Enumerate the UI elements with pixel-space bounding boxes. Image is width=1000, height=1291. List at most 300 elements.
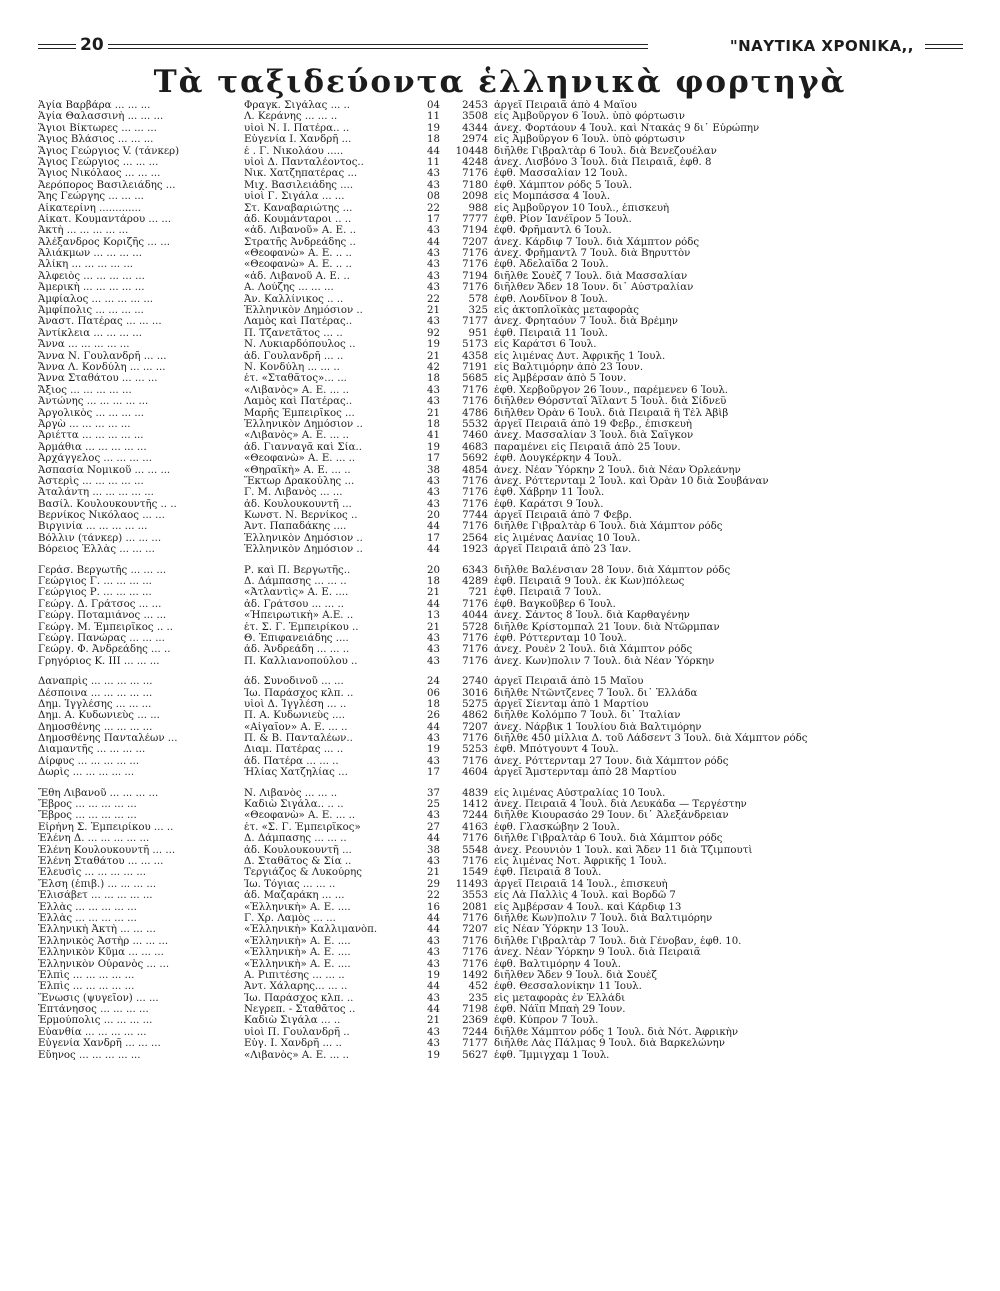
- table-row: [38, 282, 958, 293]
- ship-name: Βασίλ. Κουλουκουντῆς .. ..: [38, 498, 177, 510]
- owner: Νεγρεπ. - Σταθᾶτος ..: [244, 1004, 356, 1016]
- status: ἐφθ. Χάβρην 11 Ἰουλ.: [494, 487, 605, 499]
- ship-name: Ἀργὼ ... ... ... ... ...: [38, 418, 131, 430]
- tonnage: 2740: [462, 676, 488, 688]
- status: ἐφθ. Γλασκώβην 2 Ἰουλ.: [494, 821, 620, 833]
- ship-name: Ἀκτὴ ... ... ... ... ...: [38, 225, 129, 237]
- status: ἐφθ. Πειραιᾶ 9 Ἰουλ. ἐκ Κων)πόλεως: [494, 576, 685, 588]
- owner: Στ. Καναβαριώτης ...: [244, 202, 353, 214]
- table-row: [38, 959, 958, 970]
- status: ἀνεχ. Νέαν Ὑόρκην 2 Ἰουλ. διὰ Νέαν Ὀρλεάνην: [494, 464, 741, 476]
- ship-name: Γεώργ. Δ. Γράτσος ... ...: [38, 598, 162, 610]
- table-row: [38, 180, 958, 191]
- status: ἀνεχ. Ρόττερνταμ 2 Ἰουλ. καὶ Ὀρὰν 10 διὰ Σουβάναν: [494, 475, 769, 487]
- tonnage: 4248: [462, 156, 488, 168]
- status: διῆλθε Γιβραλτὰρ 7 Ἰουλ. διὰ Γένοβαν, ἐφθ. 10.: [494, 935, 742, 947]
- owner: ἀδ. Κουμάνταροι .. ..: [244, 213, 352, 225]
- ship-name: Γεώργιος Γ. ... ... ... ...: [38, 576, 152, 588]
- ship-name: Ἀσπασία Νομικοῦ ... ... ...: [38, 464, 171, 476]
- status: ἐφθ. Ρίον Ἰανέϊρον 5 Ἰουλ.: [494, 213, 632, 225]
- tonnage: 2564: [462, 532, 488, 544]
- tonnage: 3508: [462, 111, 488, 123]
- owner: Τεργιάζος & Λυκούρης: [244, 867, 362, 879]
- year: 44: [427, 598, 440, 610]
- ship-name: Ἑλληνικὸν Οὐρανὸς ... ...: [38, 958, 170, 970]
- year: 21: [427, 1015, 440, 1027]
- owner: «ἀδ. Λιβανοῦ Α. Ε. ..: [244, 270, 350, 282]
- table-row: [38, 676, 958, 687]
- tonnage: 1549: [462, 867, 488, 879]
- tonnage: 4289: [462, 576, 488, 588]
- status: ἀνεχ. Κων)πολιν 7 Ἰουλ. διὰ Νέαν Ὑόρκην: [494, 655, 715, 667]
- table-row: [38, 123, 958, 134]
- ship-name: Βόρειος Ἑλλὰς ... ... ...: [38, 544, 155, 556]
- owner: ἀδ. Κουλουκουντῆ ...: [244, 844, 352, 856]
- tonnage: 7177: [462, 1038, 488, 1050]
- ship-name: Ἀλέξανδρος Κοριζῆς ... ...: [38, 236, 170, 248]
- status: ἀργεῖ Πειραιᾶ ἀπὸ 4 Μαΐου: [494, 100, 637, 111]
- tonnage: 10448: [455, 145, 488, 157]
- table-row: [38, 767, 958, 778]
- tonnage: 4163: [462, 821, 488, 833]
- status: παραμένει εἰς Πειραιᾶ ἀπὸ 25 Ἰουν.: [494, 441, 681, 453]
- table-row: [38, 487, 958, 498]
- owner: «Ἠπειρωτικὴ» Α.Ε. ..: [244, 610, 354, 622]
- table-row: [38, 465, 958, 476]
- tonnage: 2369: [462, 1015, 488, 1027]
- owner: Δ. Δάμπασης ... ... ..: [244, 833, 347, 845]
- ship-name: Γεώργιος Ρ. ... ... ... ...: [38, 587, 152, 599]
- owner: ἐτ. Σ. Γ. Ἐμπειρίκου ..: [244, 621, 359, 633]
- tonnage: 7177: [462, 316, 488, 328]
- ship-name: Αἰκατερίνη .............: [38, 202, 142, 214]
- status: ἐφθ. Κύπρον 7 Ἰουλ.: [494, 1015, 599, 1027]
- tonnage: 4683: [462, 441, 488, 453]
- status: ἀνεχ. Μασσαλίαν 3 Ἰουλ. διὰ Σαΐγκον: [494, 430, 694, 442]
- table-row: [38, 710, 958, 721]
- year: 19: [427, 1049, 440, 1061]
- tonnage: 7176: [462, 644, 488, 656]
- ship-name: Βιργινία ... ... ... ... ...: [38, 521, 148, 533]
- year: 29: [427, 878, 440, 890]
- tonnage: 4854: [462, 464, 488, 476]
- owner: Ρ. καὶ Π. Βεργωτῆς..: [244, 564, 351, 576]
- tonnage: 7194: [462, 225, 488, 237]
- year: 43: [427, 179, 440, 191]
- status: ἀνεχ. Ρόττερνταμ 27 Ἰουν. διὰ Χάμπτον ρόδς: [494, 755, 729, 767]
- year: 11: [427, 111, 440, 123]
- year: 38: [427, 844, 440, 856]
- year: 24: [427, 676, 440, 688]
- status: διῆλθεν Ὀρὰν 6 Ἰουλ. διὰ Πειραιᾶ ἢ Τὲλ Ἀβὶβ: [494, 407, 729, 419]
- tonnage: 2098: [462, 191, 488, 203]
- owner: Δ. Σταθᾶτος & Σία ..: [244, 856, 352, 867]
- year: 19: [427, 441, 440, 453]
- table-row: [38, 1004, 958, 1015]
- owner: υἱοὶ Δ. Ἰγγλέση ... ..: [244, 698, 347, 710]
- table-row: [38, 533, 958, 544]
- tonnage: 5685: [462, 373, 488, 385]
- table-row: [38, 936, 958, 947]
- tonnage: 2974: [462, 134, 488, 146]
- tonnage: 721: [468, 587, 488, 599]
- owner: Ἠλίας Χατζηλίας ...: [244, 767, 348, 779]
- status: διῆλθε Κρίστομπαλ 21 Ἰουν. διὰ Ντῶρμπαν: [494, 621, 720, 633]
- ship-name: Βερνίκος Νικόλαος ... ...: [38, 510, 165, 522]
- tonnage: 7198: [462, 1004, 488, 1016]
- owner: Λαμὸς καὶ Πατέρας..: [244, 316, 353, 328]
- tonnage: 7176: [462, 733, 488, 745]
- tonnage: 5253: [462, 744, 488, 756]
- table-row: [38, 1015, 958, 1026]
- year: 43: [427, 259, 440, 271]
- year: 43: [427, 498, 440, 510]
- owner: Καδιὼ Σιγάλα.. .. ..: [244, 799, 344, 811]
- status: ἐφθ. Καράτσι 9 Ἰουλ.: [494, 498, 604, 510]
- table-row: [38, 100, 958, 111]
- status: ἀνεχ. Λισβόνο 3 Ἰουλ. διὰ Πειραιᾶ, ἐφθ. 8: [494, 156, 712, 168]
- status: εἰς λιμένας Δυτ. Ἀφρικῆς 1 Ἰουλ.: [494, 350, 666, 362]
- status: ἐφθ. Φρῆμαντλ 6 Ἰουλ.: [494, 225, 612, 237]
- ship-name: Ἀμφίπολις ... ... ... ...: [38, 305, 144, 317]
- table-row: [38, 699, 958, 710]
- year: 43: [427, 733, 440, 745]
- tonnage: 1923: [462, 544, 488, 556]
- year: 43: [427, 935, 440, 947]
- table-row: [38, 599, 958, 610]
- table-row: [38, 565, 958, 576]
- status: ἐφθ. Πειραιᾶ 7 Ἰουλ.: [494, 587, 602, 599]
- table-row: [38, 1050, 958, 1061]
- table-row: [38, 688, 958, 699]
- ship-name: Ἄννα ... ... ... ... ...: [38, 339, 130, 351]
- table-row: [38, 856, 958, 867]
- ship-name: Ἀμερικὴ ... ... ... ... ...: [38, 282, 145, 294]
- table-row: [38, 351, 958, 362]
- year: 43: [427, 270, 440, 282]
- owner: Λαμὸς καὶ Πατέρας..: [244, 396, 353, 408]
- table-row: [38, 305, 958, 316]
- status: διῆλθε Κολόμπο 7 Ἰουλ. δι᾽ Ἰταλίαν: [494, 710, 681, 722]
- table-row: [38, 237, 958, 248]
- year: 43: [427, 655, 440, 667]
- table-row: [38, 168, 958, 179]
- tonnage: 7207: [462, 924, 488, 936]
- year: 22: [427, 293, 440, 305]
- status: διῆλθεν Θόρσνταϊ Ἄϊλαντ 5 Ἰουλ. διὰ Σίδνεϋ: [494, 396, 727, 408]
- tonnage: 7176: [462, 632, 488, 644]
- year: 19: [427, 339, 440, 351]
- status: ἀνεχ. Κάρδιφ 7 Ἰουλ. διὰ Χάμπτον ρόδς: [494, 236, 700, 248]
- ship-name: Ἑλληνικὸς Ἀστὴρ ... ... ...: [38, 935, 169, 947]
- tonnage: 7176: [462, 521, 488, 533]
- status: ἀνεχ. Νάρβικ 1 Ἰουλίου διὰ Βαλτιμόρην: [494, 721, 702, 733]
- ship-name: Δωρὶς ... ... ... ... ...: [38, 767, 135, 779]
- status: ἐφθ. Δουγκέρκην 4 Ἰουλ.: [494, 453, 622, 465]
- tonnage: 4604: [462, 767, 488, 779]
- tonnage: 4862: [462, 710, 488, 722]
- owner: Διαμ. Πατέρας ... ..: [244, 744, 344, 756]
- owner: ἀδ. Κουλουκουντῆ ...: [244, 498, 352, 510]
- ship-name: Εὔηνος ... ... ... ... ...: [38, 1049, 141, 1061]
- year: 44: [427, 833, 440, 845]
- tonnage: 5275: [462, 698, 488, 710]
- owner: Ἑλληνικὸν Δημόσιον ..: [244, 544, 363, 556]
- year: 25: [427, 799, 440, 811]
- status: ἐφθ. Ἴμμιγχαμ 1 Ἰουλ.: [494, 1049, 610, 1061]
- table-row: [38, 271, 958, 282]
- table-row: [38, 924, 958, 935]
- year: 18: [427, 373, 440, 385]
- tonnage: 4344: [462, 122, 488, 134]
- ship-name: Ἀμφίαλος ... ... ... ... ...: [38, 293, 154, 305]
- year: 41: [427, 430, 440, 442]
- table-row: [38, 339, 958, 350]
- year: 43: [427, 632, 440, 644]
- tonnage: 5548: [462, 844, 488, 856]
- year: 43: [427, 168, 440, 180]
- status: ἐφθ. Πειραιᾶ 8 Ἰουλ.: [494, 867, 602, 879]
- ship-name: Ἕνωσις (ψυγεῖον) ... ...: [38, 992, 159, 1004]
- year: 21: [427, 621, 440, 633]
- tonnage: 7176: [462, 947, 488, 959]
- year: 44: [427, 236, 440, 248]
- tonnage: 7176: [462, 935, 488, 947]
- ship-name: Δίρφυς ... ... ... ... ...: [38, 755, 140, 767]
- status: εἰς Ἀμβέρσαν ἀπὸ 5 Ἰουν.: [494, 373, 627, 385]
- ship-name: Ἑλληνικὸν Κῦμα ... ... ...: [38, 947, 164, 959]
- owner: ἀδ. Συνοδινοῦ ... ...: [244, 676, 344, 688]
- year: 27: [427, 821, 440, 833]
- year: 21: [427, 867, 440, 879]
- status: εἰς λιμένας Νοτ. Ἀφρικῆς 1 Ἰουλ.: [494, 856, 667, 867]
- ship-name: Γεώργ. Μ. Ἐμπειρῖκος .. ..: [38, 621, 174, 633]
- ship-name: Ἀερόπορος Βασιλειάδης ...: [38, 179, 176, 191]
- ship-name: Ἄης Γεώργης ... ... ...: [38, 191, 144, 203]
- status: εἰς μεταφορὰς ἐν Ἑλλάδι: [494, 992, 626, 1004]
- ship-name: Ἀρμάθια ... ... ... ... ...: [38, 441, 147, 453]
- owner: «Θεοφανὼ» Α. Ε. .. ..: [244, 248, 352, 260]
- status: διῆλθε Βαλένσιαν 28 Ἰουν. διὰ Χάμπτον ρόδς: [494, 564, 731, 576]
- table-row: [38, 203, 958, 214]
- year: 19: [427, 122, 440, 134]
- status: εἰς Βαλτιμόρην ἀπὸ 23 Ἰουν.: [494, 361, 644, 373]
- table-row: [38, 396, 958, 407]
- table-row: [38, 822, 958, 833]
- tonnage: 951: [468, 327, 488, 339]
- ship-name: Ἑλλὰς ... ... ... ... ...: [38, 901, 137, 913]
- table-row: [38, 453, 958, 464]
- ships-table: [38, 100, 958, 1061]
- year: 43: [427, 248, 440, 260]
- ship-name: Δημοσθένης ... ... ... ...: [38, 721, 153, 733]
- table-row: [38, 385, 958, 396]
- status: ἀνεχ. Σάντος 8 Ἰουλ. διὰ Καρθαγένην: [494, 610, 690, 622]
- tonnage: 235: [468, 992, 488, 1004]
- tonnage: 7244: [462, 810, 488, 822]
- year: 43: [427, 856, 440, 867]
- table-row: [38, 744, 958, 755]
- table-row: [38, 225, 958, 236]
- tonnage: 7777: [462, 213, 488, 225]
- ship-name: Διαμαντῆς ... ... ... ...: [38, 744, 146, 756]
- ship-name: Γεώργ. Φ. Ἀνδρεάδης ... ..: [38, 644, 171, 656]
- table-row: [38, 902, 958, 913]
- owner: Π. Α. Κυδωνιεὺς ....: [244, 710, 345, 722]
- page-number: 20: [76, 34, 108, 56]
- year: 43: [427, 487, 440, 499]
- year: 19: [427, 969, 440, 981]
- table-row: [38, 622, 958, 633]
- ship-name: Ἀναστ. Πατέρας ... ... ...: [38, 316, 162, 328]
- owner: «Ἑλληνικὴ» Καλλιμανὸπ.: [244, 924, 378, 936]
- year: 43: [427, 947, 440, 959]
- tonnage: 4786: [462, 407, 488, 419]
- ship-name: Ἐλπὶς ... ... ... ... ...: [38, 969, 135, 981]
- ship-name: Γρηγόριος Κ. III ... ... ...: [38, 655, 160, 667]
- owner: Κωνστ. Ν. Βερνίκος ..: [244, 510, 358, 522]
- year: 17: [427, 767, 440, 779]
- table-row: [38, 970, 958, 981]
- status: ἐφθ. Θεσσαλονίκην 11 Ἰουλ.: [494, 981, 642, 993]
- table-row: [38, 576, 958, 587]
- owner: Ἑλληνικὸν Δημόσιον ..: [244, 418, 363, 430]
- tonnage: 7176: [462, 168, 488, 180]
- tonnage: 7207: [462, 236, 488, 248]
- table-row: [38, 656, 958, 667]
- tonnage: 7176: [462, 655, 488, 667]
- year: 42: [427, 361, 440, 373]
- year: 18: [427, 134, 440, 146]
- owner: «ἀδ. Λιβανοῦ» Α. Ε. ..: [244, 225, 357, 237]
- status: διῆλθε Ντῶντζενες 7 Ἰουλ. δι᾽ Ἑλλάδα: [494, 687, 698, 699]
- owner: «Θηραϊκὴ» Α. Ε. ... ..: [244, 464, 351, 476]
- tonnage: 11493: [455, 878, 488, 890]
- owner: Μιχ. Βασιλειάδης ....: [244, 179, 354, 191]
- tonnage: 578: [468, 293, 488, 305]
- owner: Ἕκτωρ Δρακούλης ...: [244, 475, 355, 487]
- status: διῆλθε Κιουρασάο 29 Ἰουν. δι᾽ Ἀλεξάνδρειαν: [494, 810, 729, 822]
- year: 19: [427, 744, 440, 756]
- ship-name: Ἑλένη Δ. ... ... ... ... ...: [38, 833, 150, 845]
- table-row: [38, 833, 958, 844]
- owner: Καδιὼ Σιγάλα ... ..: [244, 1015, 341, 1027]
- owner: Ἰω. Παράσχος κλπ. ..: [244, 992, 354, 1004]
- group-separator: [38, 667, 958, 676]
- status: εἰς Νέαν Ὑόρκην 13 Ἰουλ.: [494, 924, 629, 936]
- table-row: [38, 134, 958, 145]
- status: ἀργεῖ Ἄμστερνταμ ἀπὸ 28 Μαρτίου: [494, 767, 677, 779]
- year: 92: [427, 327, 440, 339]
- table-row: [38, 544, 958, 555]
- tonnage: 4044: [462, 610, 488, 622]
- year: 20: [427, 510, 440, 522]
- year: 43: [427, 644, 440, 656]
- table-row: [38, 476, 958, 487]
- tonnage: 7176: [462, 259, 488, 271]
- table-row: [38, 756, 958, 767]
- header-rule-right: [925, 44, 963, 49]
- table-row: [38, 947, 958, 958]
- status: ἀργεῖ Πειραιᾶ ἀπὸ 7 Φεβρ.: [494, 510, 633, 522]
- status: ἀργεῖ Πειραιᾶ ἀπὸ 23 Ἰαν.: [494, 544, 632, 556]
- tonnage: 7176: [462, 475, 488, 487]
- table-row: [38, 328, 958, 339]
- ship-name: Ἄννα Λ. Κονδύλη ... ... ...: [38, 361, 166, 373]
- year: 38: [427, 464, 440, 476]
- owner: ἐτ. «Σ. Γ. Ἐμπειρῖκος»: [244, 821, 361, 833]
- table-row: [38, 294, 958, 305]
- ship-name: Ἐλισάβετ ... ... ... ... ...: [38, 890, 153, 902]
- ship-name: Ἅγιοι Βίκτωρες ... ... ...: [38, 122, 157, 134]
- table-row: [38, 890, 958, 901]
- status: ἐφθ. Μπότγουντ 4 Ἰουλ.: [494, 744, 619, 756]
- ship-name: Ἀντίκλεια ... ... ... ...: [38, 327, 142, 339]
- owner: «Ἑλληνικὴ» Α. Ε. ....: [244, 958, 351, 970]
- status: ἀνεχ. Νέαν Ὑόρκην 9 Ἰουλ. διὰ Πειραιᾶ: [494, 947, 701, 959]
- owner: Εὐγενία Ι. Χανδρῆ ...: [244, 134, 352, 146]
- ship-name: Εἰρήνη Σ. Ἐμπειρίκου ... ..: [38, 821, 174, 833]
- ship-name: Ἔλση (ἐπιβ.) ... ... ... ...: [38, 878, 157, 890]
- ship-name: Δημ. Α. Κυδωνιεὺς ... ...: [38, 710, 160, 722]
- table-row: [38, 644, 958, 655]
- owner: ἐ . Γ. Νικολάου .....: [244, 145, 344, 157]
- table-row: [38, 191, 958, 202]
- tonnage: 7176: [462, 248, 488, 260]
- table-row: [38, 373, 958, 384]
- table-row: [38, 499, 958, 510]
- ship-name: Ἀριέττα ... ... ... ... ...: [38, 430, 144, 442]
- tonnage: 7176: [462, 912, 488, 924]
- ship-name: Ἅγιος Βλάσιος ... ... ...: [38, 134, 154, 146]
- ship-name: Ἅγιος Γεώργιος ... ... ...: [38, 156, 159, 168]
- ship-name: Ἑλλὰς ... ... ... ... ...: [38, 912, 137, 924]
- table-row: [38, 259, 958, 270]
- table-row: [38, 799, 958, 810]
- ship-name: Ἀταλάντη ... ... ... ... ...: [38, 487, 154, 499]
- year: 44: [427, 912, 440, 924]
- year: 44: [427, 1004, 440, 1016]
- owner: υἱοὶ Δ. Πανταλέοντος..: [244, 156, 364, 168]
- owner: Ἑλληνικὸν Δημόσιον ..: [244, 305, 363, 317]
- owner: «Ἀτλαντὶς» Α. Ε. ....: [244, 587, 349, 599]
- year: 18: [427, 698, 440, 710]
- table-row: [38, 1027, 958, 1038]
- year: 26: [427, 710, 440, 722]
- tonnage: 5627: [462, 1049, 488, 1061]
- owner: ἐτ. «Σταθᾶτος»... ...: [244, 373, 347, 385]
- ship-name: Ἐλπὶς ... ... ... ... ...: [38, 981, 135, 993]
- table-row: [38, 146, 958, 157]
- ship-name: Εὐγενία Χανδρῆ ... ... ...: [38, 1038, 161, 1050]
- owner: Δ. Δάμπασης ... ... ..: [244, 576, 347, 588]
- year: 21: [427, 407, 440, 419]
- status: ἐφθ. Ρόττερνταμ 10 Ἰουλ.: [494, 632, 627, 644]
- tonnage: 5692: [462, 453, 488, 465]
- tonnage: 4839: [462, 787, 488, 799]
- year: 43: [427, 1026, 440, 1038]
- owner: Ν. Λιβανὸς ... ... ..: [244, 787, 338, 799]
- table-row: [38, 1038, 958, 1049]
- ship-name: Δέσποινα ... ... ... ... ...: [38, 687, 153, 699]
- status: ἀργεῖ Σίενταμ ἀπὸ 1 Μαρτίου: [494, 698, 649, 710]
- year: 44: [427, 544, 440, 556]
- table-row: [38, 362, 958, 373]
- owner: Γ. Χρ. Λαμὸς ... ...: [244, 912, 336, 924]
- status: ἐφθ. Πειραιᾶ 11 Ἰουλ.: [494, 327, 608, 339]
- owner: Ν. Κονδύλη ... ... ..: [244, 361, 340, 373]
- owner: Ἀντ. Παπαδάκης ....: [244, 521, 347, 533]
